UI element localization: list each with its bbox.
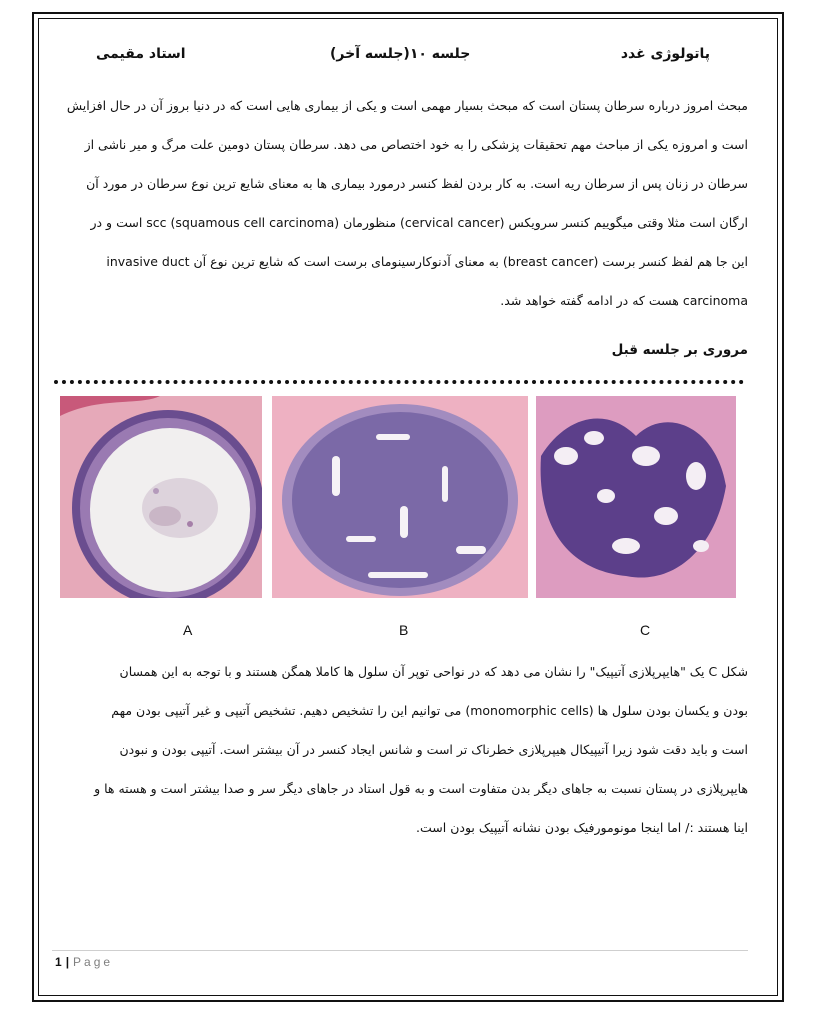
figure-caption-b: B <box>399 622 409 638</box>
page-number: 1 <box>55 955 62 969</box>
text-line: بودن و یکسان بودن سلول ها (monomorphic cells) می توانیم این را تشخیص دهیم. تشخیص آتیپی و غیر آتیپی بودن مهم <box>111 703 748 718</box>
footer-divider <box>52 950 748 951</box>
text-line: این جا هم لفظ کنسر برست (breast cancer) به معنای آدنوکارسینومای برست است که شایع ترین نوع آن invasive duct <box>106 254 748 269</box>
text-line: شکل C یک "هایپرپلازی آتیپیک" را نشان می دهد که در نواحی توپر آن سلول ها کاملا همگن هستند و با توجه به این همسان <box>119 664 748 679</box>
session-title: جلسه ۱۰(جلسه آخر) <box>330 46 471 62</box>
text-line: carcinoma هست که در ادامه گفته خواهد شد. <box>500 293 748 308</box>
figure-discussion-paragraph <box>64 652 748 847</box>
text-line: ارگان است مثلا وقتی میگوییم کنسر سرویکس (cervical cancer) منظورمان scc (squamous cell carcinoma) است و در <box>90 215 748 230</box>
section-title: مروری بر جلسه قبل <box>611 342 748 358</box>
dotted-divider <box>54 380 744 384</box>
histology-image-a <box>60 396 262 598</box>
text-line: هایپرپلازی در پستان نسبت به جاهای دیگر بدن متفاوت است و به قول استاد در جاهای دیگر سر و صدا بیشتر است و هسته ها و <box>94 781 748 796</box>
course-title: پاتولوژی غدد <box>620 46 710 62</box>
page-footer <box>55 955 113 969</box>
text-line: اینا هستند :/ اما اینجا مونومورفیک بودن نشانه آتیپیک بودن است. <box>416 820 748 835</box>
text-line: است و باید دقت شود زیرا آتیپیکال هیپرپلازی خطرناک تر است و شانس ایجاد کنسر در آن بیشتر است. آتیپی بودن و نبودن <box>119 742 748 757</box>
figure-caption-a: A <box>183 622 193 638</box>
text-line: سرطان در زنان پس از سرطان ریه است. به کار بردن لفظ کنسر درمورد بیماری ها به معنای شایع ترین نوع سرطان در مورد آن <box>86 176 748 191</box>
histology-image-c <box>536 396 736 598</box>
text-line: مبحث امروز درباره سرطان پستان است که مبحث بسیار مهمی است و یکی از بیماری هایی است که در دنیا بروز آن در حال افزایش <box>66 98 748 113</box>
page-header <box>60 46 750 70</box>
histology-image-b <box>272 396 528 598</box>
text-line: است و امروزه یکی از مباحث مهم تحقیقات پزشکی را به خود اختصاص می دهد. سرطان پستان دومین علت مرگ و میر ناشی از <box>84 137 748 152</box>
figure-caption-c: C <box>640 622 651 638</box>
intro-paragraph <box>64 86 748 320</box>
footer-separator: | <box>65 955 70 969</box>
page-label: Page <box>73 955 114 969</box>
instructor-name: استاد مقیمی <box>96 46 186 62</box>
